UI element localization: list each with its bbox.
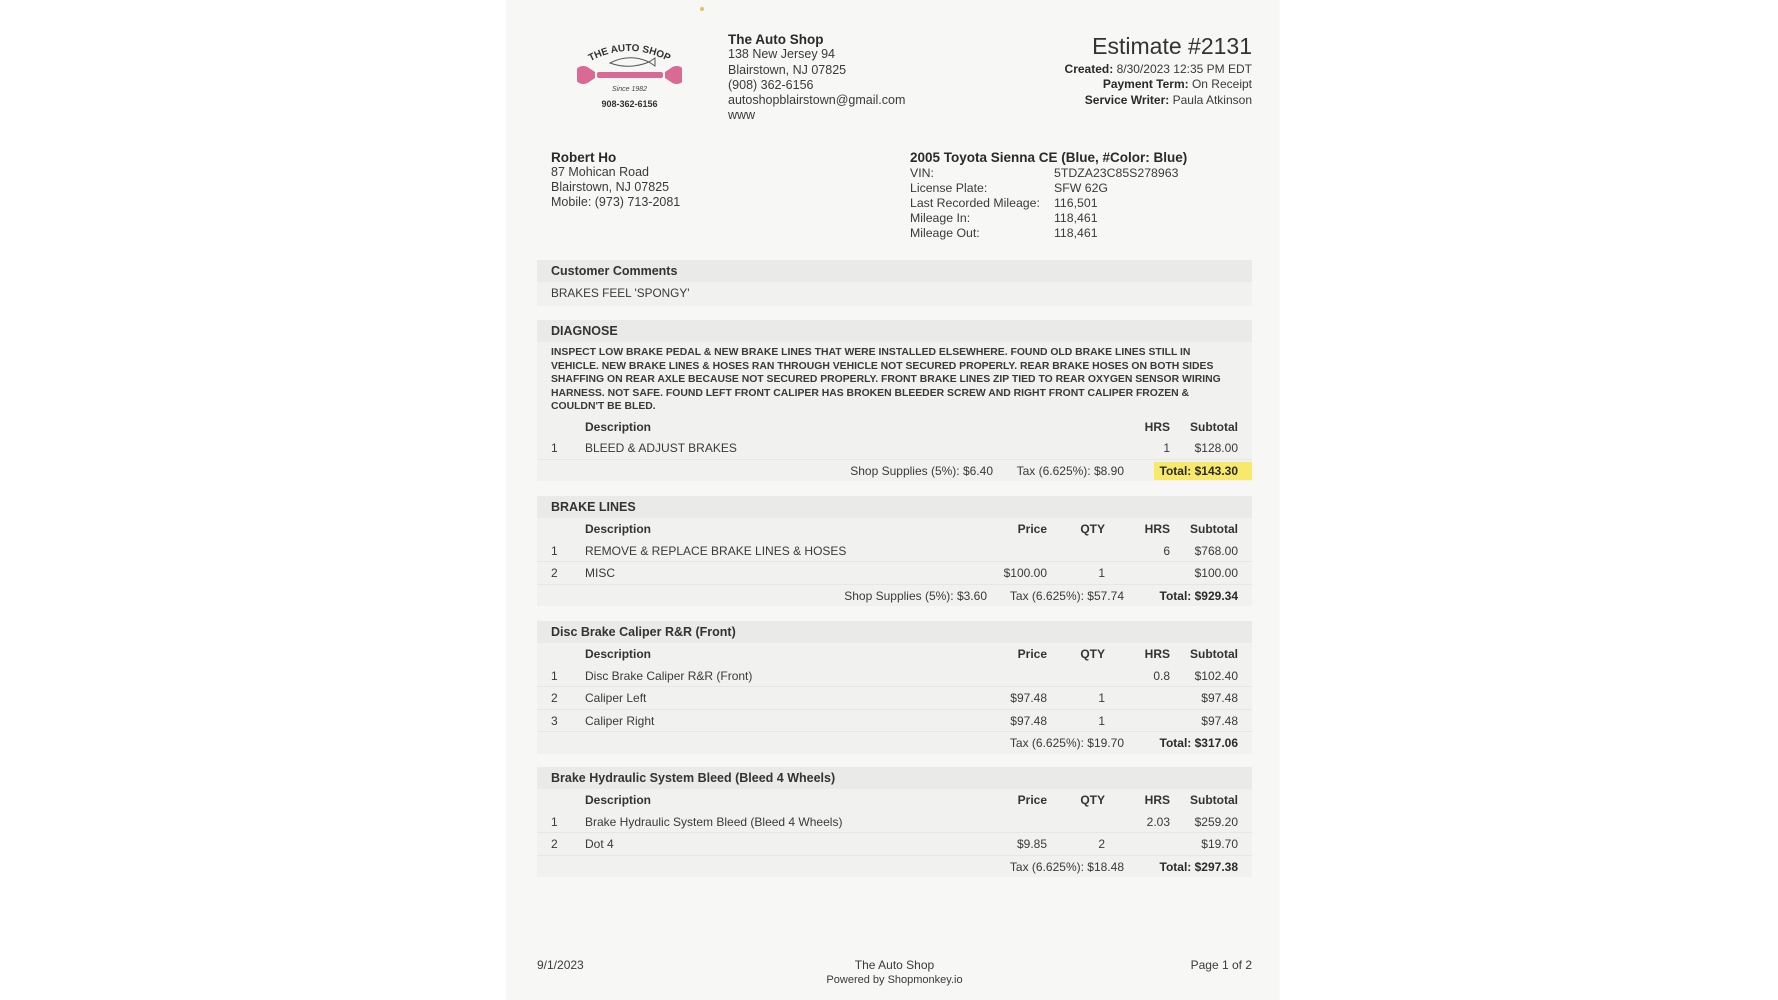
tax-amount: Tax (6.625%): $18.48 [1009, 859, 1124, 874]
logo-phone-text: 908-362-6156 [601, 99, 658, 109]
table-header [537, 643, 1252, 665]
totals-row [537, 732, 1252, 754]
table-row [537, 665, 1252, 688]
line-subtotal: $259.20 [1194, 814, 1238, 829]
footer-center [537, 958, 1252, 987]
table-row [537, 540, 1252, 563]
diagnose-section [537, 320, 1252, 481]
total-amount: Total: $929.34 [1159, 588, 1238, 603]
col-description: Description [585, 793, 652, 807]
line-subtotal: $97.48 [1201, 713, 1238, 728]
col-qty: QTY [1080, 793, 1105, 807]
line-hrs: 0.8 [1153, 668, 1170, 683]
section-title: BRAKE LINES [537, 496, 1252, 518]
customer-name: Robert Ho [551, 150, 617, 165]
line-number: 1 [551, 814, 558, 829]
payment-term-value: On Receipt [1191, 77, 1252, 92]
col-hrs: HRS [1144, 647, 1170, 661]
vehicle-row-mileage-out [910, 226, 1252, 241]
customer-info [551, 150, 680, 210]
vehicle-row-plate [910, 181, 1252, 196]
shop-supplies: Shop Supplies (5%): $6.40 [850, 463, 993, 478]
total-amount [1154, 464, 1238, 478]
line-number: 1 [551, 543, 558, 558]
logo-since-text: Since 1982 [611, 86, 648, 93]
vehicle-value: 5TDZA23C85S278963 [1054, 166, 1179, 180]
service-writer-label: Service Writer: [1084, 92, 1170, 107]
col-qty: QTY [1080, 647, 1105, 661]
line-subtotal: $768.00 [1194, 543, 1238, 558]
vehicle-row-last-mileage [910, 196, 1252, 211]
col-description: Description [585, 647, 652, 661]
line-subtotal: $102.40 [1194, 668, 1238, 683]
col-price: Price [1017, 793, 1047, 807]
totals-row [537, 585, 1252, 607]
estimate-page [507, 0, 1279, 1000]
line-subtotal: $128.00 [1194, 441, 1238, 455]
customer-address-line2: Blairstown, NJ 07825 [551, 180, 670, 194]
line-number: 1 [551, 668, 558, 683]
service-writer-value: Paula Atkinson [1172, 92, 1252, 107]
created-label: Created: [1064, 62, 1114, 76]
line-qty: 1 [1098, 566, 1105, 580]
shop-address-line2: Blairstown, NJ 07825 [728, 62, 847, 77]
line-qty: 1 [1098, 691, 1105, 705]
section-title: Disc Brake Caliper R&R (Front) [537, 621, 1252, 643]
vehicle-value: SFW 62G [1054, 181, 1108, 195]
brake-lines-section [537, 496, 1252, 606]
col-qty: QTY [1080, 522, 1105, 536]
svg-text:THE AUTO SHOP [587, 43, 673, 64]
line-description: MISC [585, 566, 615, 580]
shop-phone: (908) 362-6156 [728, 77, 814, 92]
shop-supplies: Shop Supplies (5%): $3.60 [844, 588, 987, 603]
line-hrs: 2.03 [1146, 814, 1170, 829]
section-title: DIAGNOSE [537, 320, 1252, 342]
vehicle-label: Last Recorded Mileage: [910, 196, 1040, 210]
totals-row [537, 460, 1252, 482]
line-number: 1 [551, 441, 558, 455]
line-description: Dot 4 [585, 837, 614, 851]
customer-mobile: Mobile: (973) 713-2081 [551, 195, 681, 209]
col-price: Price [1017, 522, 1047, 536]
vehicle-title: 2005 Toyota Sienna CE (Blue, #Color: Blue) [910, 150, 1188, 165]
line-description: BLEED & ADJUST BRAKES [585, 441, 737, 455]
table-row [537, 687, 1252, 710]
line-price: $9.85 [1016, 837, 1047, 851]
line-number: 2 [551, 837, 558, 851]
section-title: Customer Comments [537, 260, 1252, 282]
col-hrs: HRS [1144, 793, 1170, 807]
line-qty: 1 [1098, 713, 1105, 728]
vehicle-value: 116,501 [1054, 196, 1098, 210]
estimate-created [1065, 62, 1252, 77]
estimate-title: Estimate #2131 [1092, 33, 1252, 59]
vehicle-row-vin [910, 166, 1252, 181]
line-price: $97.48 [1010, 713, 1047, 728]
table-row [537, 811, 1252, 834]
totals-row [537, 856, 1252, 878]
estimate-info [1065, 32, 1252, 108]
section-title: Brake Hydraulic System Bleed (Bleed 4 Wheels) [537, 767, 1252, 789]
line-subtotal: $97.48 [1201, 691, 1238, 705]
caliper-section [537, 621, 1252, 754]
line-number: 3 [551, 713, 558, 728]
table-row [537, 833, 1252, 856]
estimate-service-writer [1065, 93, 1252, 108]
wrench-fish-icon [577, 36, 682, 88]
customer-comment-text: BRAKES FEEL 'SPONGY' [551, 286, 690, 300]
col-price: Price [1017, 647, 1047, 661]
shop-address-line1: 138 New Jersey 94 [728, 47, 836, 62]
line-description: Caliper Right [585, 713, 655, 728]
diagnose-text: INSPECT LOW BRAKE PEDAL & NEW BRAKE LINES THAT WERE INSTALLED ELSEWHERE. FOUND OLD BRAKE LINES STILL IN VEHICLE. NEW BRAKE LINES & HOSES RAN THROUGH VEHICLE NOT SECURED PROPERLY. REAR BRAKE HOSES ON BOTH SIDES SHAFFING ON REAR AXLE BECAUSE NOT SECURED PROPERLY. FRONT BRAKE LINES ZIP TIED TO REAR OXYGEN SENSOR WIRING HARNESS. NOT SAFE. FOUND LEFT FRONT CALIPER HAS BROKEN BLEEDER SCREW AND RIGHT FRONT CALIPER FROZEN & COULDN'T BE BLED. [551, 347, 1221, 412]
line-subtotal: $19.70 [1201, 837, 1238, 851]
created-value: 8/30/2023 12:35 PM EDT [1116, 62, 1252, 76]
vehicle-label: VIN: [910, 166, 934, 180]
line-price: $100.00 [1003, 566, 1047, 580]
line-price: $97.48 [1010, 691, 1047, 705]
footer-page-number: Page 1 of 2 [1190, 958, 1252, 972]
line-hrs: 1 [1163, 441, 1170, 455]
line-qty: 2 [1098, 837, 1105, 851]
shop-website: www [728, 108, 756, 123]
col-subtotal: Subtotal [1190, 522, 1238, 536]
logo-arc-text: THE AUTO SHOP [586, 42, 673, 64]
line-subtotal: $100.00 [1194, 566, 1238, 580]
line-number: 2 [551, 566, 558, 580]
shop-email: autoshopblairstown@gmail.com [728, 93, 906, 108]
total-amount: Total: $317.06 [1159, 736, 1238, 750]
line-number: 2 [551, 691, 558, 705]
table-row [537, 710, 1252, 733]
line-description: Disc Brake Caliper R&R (Front) [585, 668, 753, 683]
tax-amount: Tax (6.625%): $19.70 [1009, 736, 1124, 750]
table-header [537, 518, 1252, 540]
footer-date: 9/1/2023 [537, 958, 584, 972]
total-highlight: Total: $143.30 [1154, 462, 1252, 480]
estimate-payment-term [1065, 77, 1252, 92]
col-subtotal: Subtotal [1190, 647, 1238, 661]
shop-name: The Auto Shop [728, 32, 824, 47]
vehicle-row-mileage-in [910, 211, 1252, 226]
table-header [537, 416, 1252, 438]
col-hrs: HRS [1144, 419, 1170, 434]
shop-logo [577, 36, 682, 116]
footer-powered-by: Powered by Shopmonkey.io [826, 973, 963, 986]
customer-comments-section [537, 260, 1252, 306]
payment-term-label: Payment Term: [1102, 77, 1189, 92]
vehicle-value: 118,461 [1054, 226, 1098, 240]
col-description: Description [585, 522, 652, 536]
table-row [537, 562, 1252, 585]
col-hrs: HRS [1144, 522, 1170, 536]
vehicle-label: Mileage Out: [910, 226, 980, 240]
tax-amount: Tax (6.625%): $57.74 [1009, 588, 1124, 603]
table-header [537, 789, 1252, 811]
footer-shop-name: The Auto Shop [854, 958, 935, 972]
line-hrs: 6 [1163, 543, 1170, 558]
col-description: Description [585, 419, 652, 434]
col-subtotal: Subtotal [1190, 419, 1238, 434]
customer-address-line1: 87 Mohican Road [551, 165, 649, 179]
vehicle-label: Mileage In: [910, 211, 971, 225]
line-description: Caliper Left [585, 691, 647, 705]
vehicle-info [910, 150, 1252, 241]
table-row [537, 437, 1252, 460]
vehicle-value: 118,461 [1054, 211, 1098, 225]
line-description: Brake Hydraulic System Bleed (Bleed 4 Wheels) [585, 814, 843, 829]
total-amount: Total: $297.38 [1159, 859, 1238, 874]
page-content [537, 0, 1252, 1000]
col-subtotal: Subtotal [1190, 793, 1238, 807]
tax-amount: Tax (6.625%): $8.90 [1016, 463, 1124, 478]
vehicle-label: License Plate: [910, 181, 988, 195]
bleed-section [537, 767, 1252, 877]
line-description: REMOVE & REPLACE BRAKE LINES & HOSES [585, 543, 847, 558]
shop-info [728, 32, 905, 124]
